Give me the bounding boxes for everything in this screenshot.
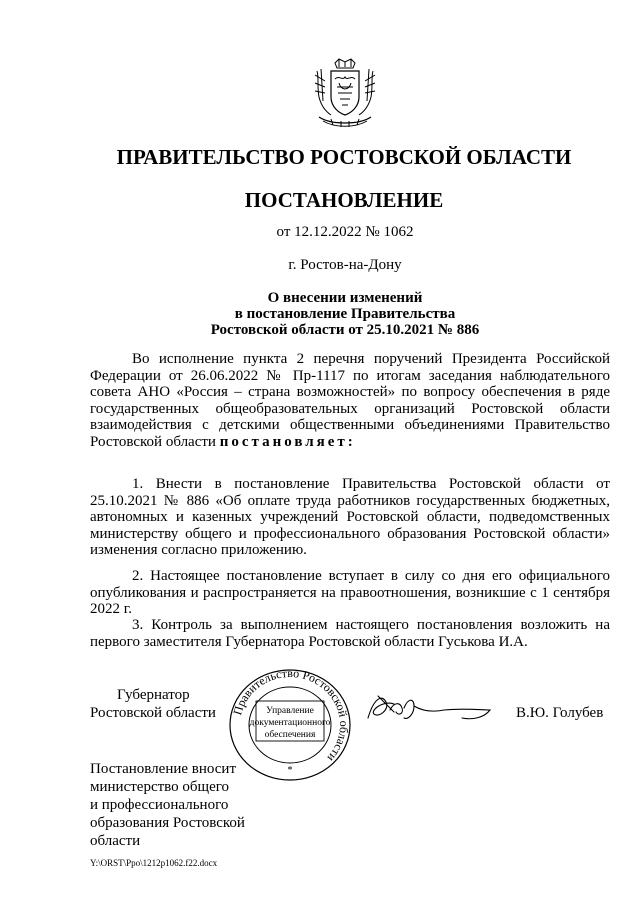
organization-title: ПРАВИТЕЛЬСТВО РОСТОВСКОЙ ОБЛАСТИ [116, 145, 572, 169]
handwritten-signature [364, 688, 494, 728]
file-path-footer: Y:\ORST\Ppo\1212p1062.f22.docx [90, 858, 218, 868]
document-date-number: от 12.12.2022 № 1062 [276, 224, 414, 240]
note-line: министерство общего [90, 779, 230, 795]
preamble-text: Во исполнение пункта 2 перечня поручений Президента Российской Федерации от 26.06.2022 № Пр-1117 по итогам заседания наблюдательного совета АНО «Россия – страна возможностей» по вопросу обеспечения в ряде государственных общеобразовательных организаций Ростовской области взаимодействия с детскими общественными объединениями Правительство Ростовской области [90, 351, 610, 450]
note-line: области [90, 833, 141, 849]
item-1-text: 1. Внести в постановление Правительства Ростовской области от 25.10.2021 № 886 «Об оплате труда работников государственных бюджетных, автономных и казенных учреждений Ростовской области, подведомственных министерству общего и профессионального образования Ростовской области» изменения согласно приложению. [90, 476, 610, 558]
official-stamp [227, 667, 353, 783]
document-type: ПОСТАНОВЛЕНИЕ [244, 188, 444, 212]
note-line: и профессионального [90, 797, 229, 813]
stamp-center-line: Управление [266, 706, 314, 716]
note-line: Постановление вносит [90, 761, 237, 777]
signatory-name: В.Ю. Голубев [516, 705, 604, 721]
subject-line: Ростовской области от 25.10.2021 № 886 [210, 322, 480, 338]
position-line: Губернатор [117, 687, 190, 703]
signatory-position [90, 686, 216, 722]
preamble-paragraph [90, 351, 610, 450]
item-3-paragraph [90, 617, 610, 650]
note-line: образования Ростовской [90, 815, 245, 831]
decree-word: постановляет: [219, 433, 356, 450]
stamp-center-line: документационного [249, 718, 331, 728]
item-2-paragraph [90, 568, 610, 618]
stamp-ring-text: Правительство Ростовской области [230, 667, 352, 765]
document-city: г. Ростов-на-Дону [288, 257, 402, 273]
stamp-star-icon: * [287, 765, 293, 776]
position-line: Ростовской области [90, 705, 216, 721]
subject-line: в постановление Правительства [234, 306, 456, 322]
coat-of-arms-icon [311, 57, 379, 131]
item-2-text: 2. Настоящее постановление вступает в силу со дня его официального опубликования и распространяется на правоотношения, возникшие с 1 сентября 2022 г. [90, 568, 610, 617]
submitted-by-note [90, 760, 245, 850]
svg-text:Правительство Ростовской облас [230, 667, 351, 765]
item-3-text: 3. Контроль за выполнением настоящего постановления возложить на первого заместителя Губернатора Ростовской области Гуськова И.А. [90, 617, 610, 650]
subject-line: О внесении изменений [267, 290, 423, 306]
document-subject [0, 290, 640, 338]
item-1-paragraph [90, 476, 610, 559]
stamp-center-line: обеспечения [264, 730, 316, 740]
